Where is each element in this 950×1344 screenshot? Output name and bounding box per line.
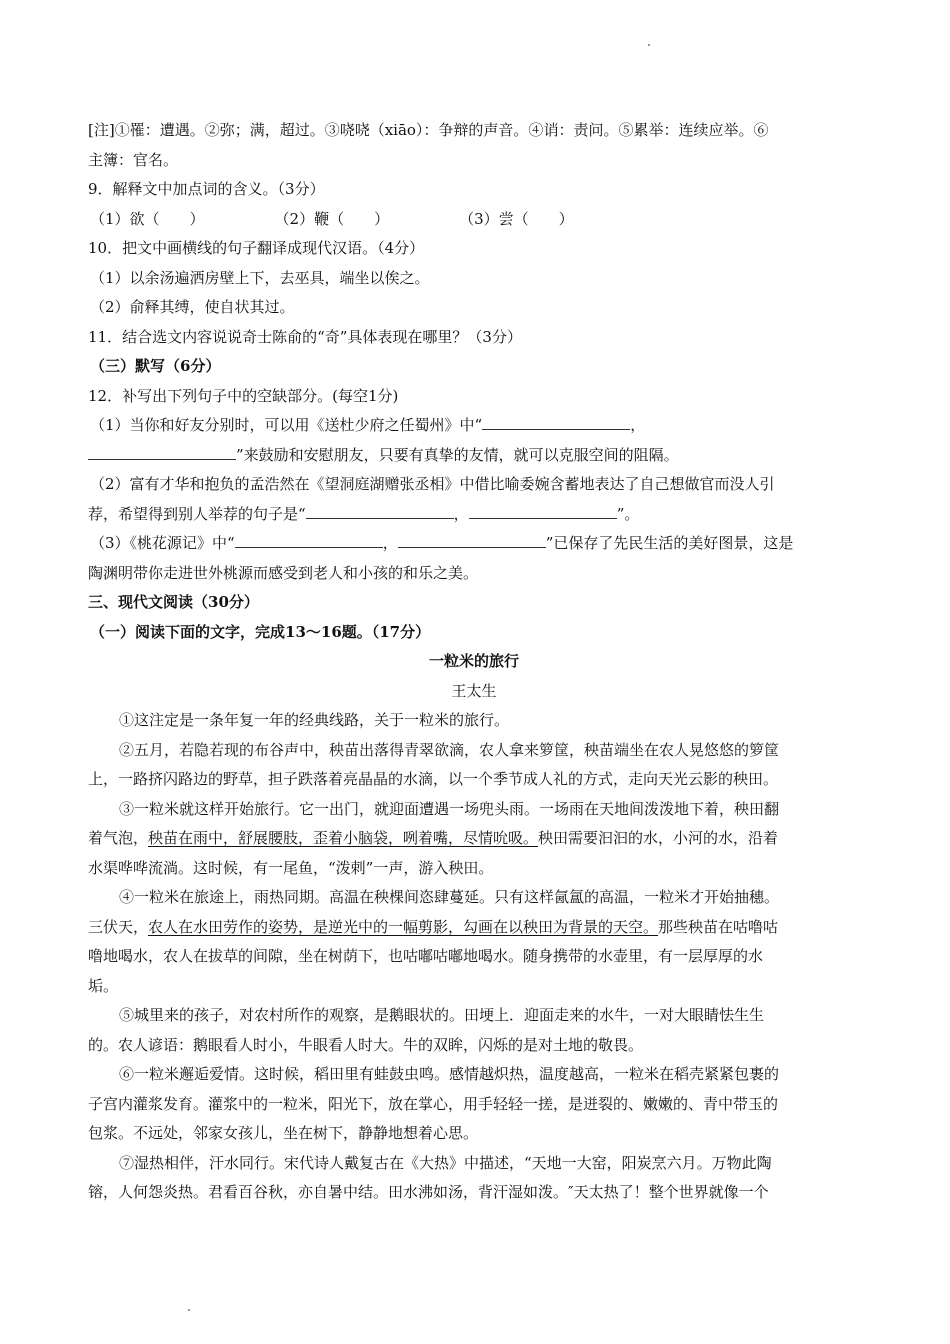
article-paragraph-line	[88, 824, 860, 854]
dictation-text: （1）当你和好友分别时，可以用《送杜少府之任蜀州》中“	[90, 416, 483, 434]
answer-blank[interactable]	[306, 503, 454, 519]
article-paragraph-line: ②五月，若隐若现的布谷声中，秧苗出落得青翠欲滴，农人拿来箩筐，秧苗端坐在农人晃悠悠的箩筐	[119, 740, 780, 759]
answer-blank[interactable]	[469, 503, 617, 519]
dictation-text: ”已保存了先民生活的美好图景，这是	[545, 534, 794, 552]
article-text: 三伏天，	[88, 917, 149, 936]
dictation-text: ，	[453, 504, 469, 523]
dictation-text: ”来鼓励和安慰朋友，只要有真挚的友情，就可以克服空间的阻隔。	[236, 445, 679, 464]
page-dot-mark	[188, 1309, 190, 1311]
dictation-item: 陶渊明带你走进世外桃源而感受到老人和小孩的和乐之美。	[88, 563, 479, 582]
underlined-sentence: 农人在水田劳作的姿势，是逆光中的一幅剪影，勾画在以秧田为背景的天空。	[148, 917, 659, 936]
article-text: 那些秧苗在咕噜咕	[658, 917, 779, 936]
article-author: 王太生	[451, 681, 497, 700]
article-text: 着气泡，	[88, 829, 149, 847]
article-paragraph-line: 镕，人何怨炎热。君看百谷秋，亦自暑中结。田水沸如汤，背汗湿如泼。″天太热了！整个世界就像一个	[88, 1183, 769, 1201]
dictation-text: ”。	[616, 504, 640, 523]
article-paragraph-line: 噜地喝水，农人在拔草的间隙，坐在树荫下，也咕嘟咕嘟地喝水。随身携带的水壶里，有一层厚厚的水	[88, 947, 764, 965]
annotation-line: [注]①罹：遭遇。②弥；满，超过。③哓哓（xiāo）：争辩的声音。④诮：责问。⑤累举：连续应举。⑥	[88, 121, 769, 139]
answer-blank[interactable]	[235, 532, 383, 548]
article-paragraph-line: ①这注定是一条年复一年的经典线路，关于一粒米的旅行。	[119, 711, 510, 729]
answer-blank[interactable]	[482, 414, 630, 430]
article-paragraph-line: ⑥一粒米邂逅爱情。这时候，稻田里有蛙鼓虫鸣。感情越炽热，温度越高，一粒米在稻壳紧紧包裹的	[119, 1065, 780, 1083]
question-9-stem: 9．解释文中加点词的含义。（3分）	[88, 180, 325, 198]
dictation-text: 荐，希望得到别人举荐的句子是“	[88, 504, 306, 523]
question-10-sentence: （1）以余汤遍洒房壁上下，去巫具，端坐以俟之。	[90, 268, 430, 287]
article-paragraph-line	[88, 913, 860, 943]
question-10-stem: 10．把文中画横线的句子翻译成现代汉语。（4分）	[88, 239, 425, 257]
section-heading: 三、现代文阅读（30分）	[88, 593, 259, 611]
dictation-text: ，	[382, 534, 398, 552]
question-11-stem: 11．结合选文内容说说奇士陈俞的“奇”具体表现在哪里？（3分）	[88, 327, 522, 346]
answer-blank[interactable]	[398, 532, 546, 548]
answer-blank[interactable]	[88, 444, 236, 460]
article-paragraph-line: ⑦湿热相伴，汗水同行。宋代诗人戴复古在《大热》中描述，“天地一大窑，阳炭烹六月。万物此陶	[119, 1153, 772, 1172]
dictation-item: （2）富有才华和抱负的孟浩然在《望洞庭湖赠张丞相》中借比喻委婉含蓄地表达了自己想做官而没人引	[90, 475, 775, 493]
question-9-item: （1）欲（ ）	[90, 209, 205, 228]
article-paragraph-line: 子宫内灌浆发育。灌浆中的一粒米，阳光下，放在掌心，用手轻轻一搓，是迸裂的、嫩嫩的、青中带玉的	[88, 1094, 779, 1113]
question-9-item: （3）尝（ ）	[459, 209, 574, 228]
section-heading: （三）默写（6分）	[90, 357, 221, 375]
article-paragraph-line: 包浆。不远处，邻家女孩儿，坐在树下，静静地想着心思。	[88, 1124, 479, 1142]
question-9-items	[88, 205, 860, 235]
article-paragraph-line: 的。农人谚语：鹅眼看人时小，牛眼看人时大。牛的双眸，闪烁的是对土地的敬畏。	[88, 1035, 644, 1054]
article-paragraph-line: 垢。	[88, 976, 119, 995]
dictation-item	[88, 411, 860, 441]
article-paragraph-line: 上，一路挤闪路边的野草，担子跌落着亮晶晶的水滴，以一个季节成人礼的方式，走向天光云影的秧田。	[88, 770, 779, 788]
question-10-sentence: （2）俞释其缚，使自状其过。	[90, 298, 295, 316]
document-content	[88, 116, 860, 1208]
question-9-item: （2）鞭（ ）	[274, 209, 390, 228]
article-paragraph-line: ⑤城里来的孩子，对农村所作的观察，是鹅眼状的。田埂上．迎面走来的水牛，一对大眼睛怯生生	[119, 1006, 765, 1024]
article-text: 秧田需要汩汩的水，小河的水，沿着	[538, 829, 779, 847]
article-paragraph-line: ③一粒米就这样开始旅行。它一出门，就迎面遭遇一场兜头雨。一场雨在天地间泼泼地下着，秧田翻	[119, 799, 780, 818]
dictation-item	[88, 500, 860, 530]
dictation-text: ，	[630, 416, 646, 434]
article-paragraph-line: ④一粒米在旅途上，雨热同期。高温在秧棵间恣肆蔓延。只有这样氤氲的高温，一粒米才开始抽穗。	[119, 888, 780, 906]
section-subheading: （一）阅读下面的文字，完成13～16题。（17分）	[90, 622, 431, 641]
dictation-text: （3）《桃花源记》中“	[90, 534, 235, 552]
underlined-sentence: 秧苗在雨中，舒展腰肢，歪着小脑袋，咧着嘴，尽情吮吸。	[148, 829, 539, 847]
dictation-item	[88, 441, 860, 471]
annotation-line: 主簿：官名。	[88, 150, 179, 169]
dictation-item	[88, 529, 860, 559]
article-title: 一粒米的旅行	[428, 652, 519, 670]
question-12-stem: 12．补写出下列句子中的空缺部分。(每空1分)	[88, 386, 399, 405]
article-paragraph-line: 水渠哗哗流淌。这时候，有一尾鱼，“泼剌”一声，游入秧田。	[88, 858, 494, 877]
page-dot-mark	[648, 44, 650, 46]
